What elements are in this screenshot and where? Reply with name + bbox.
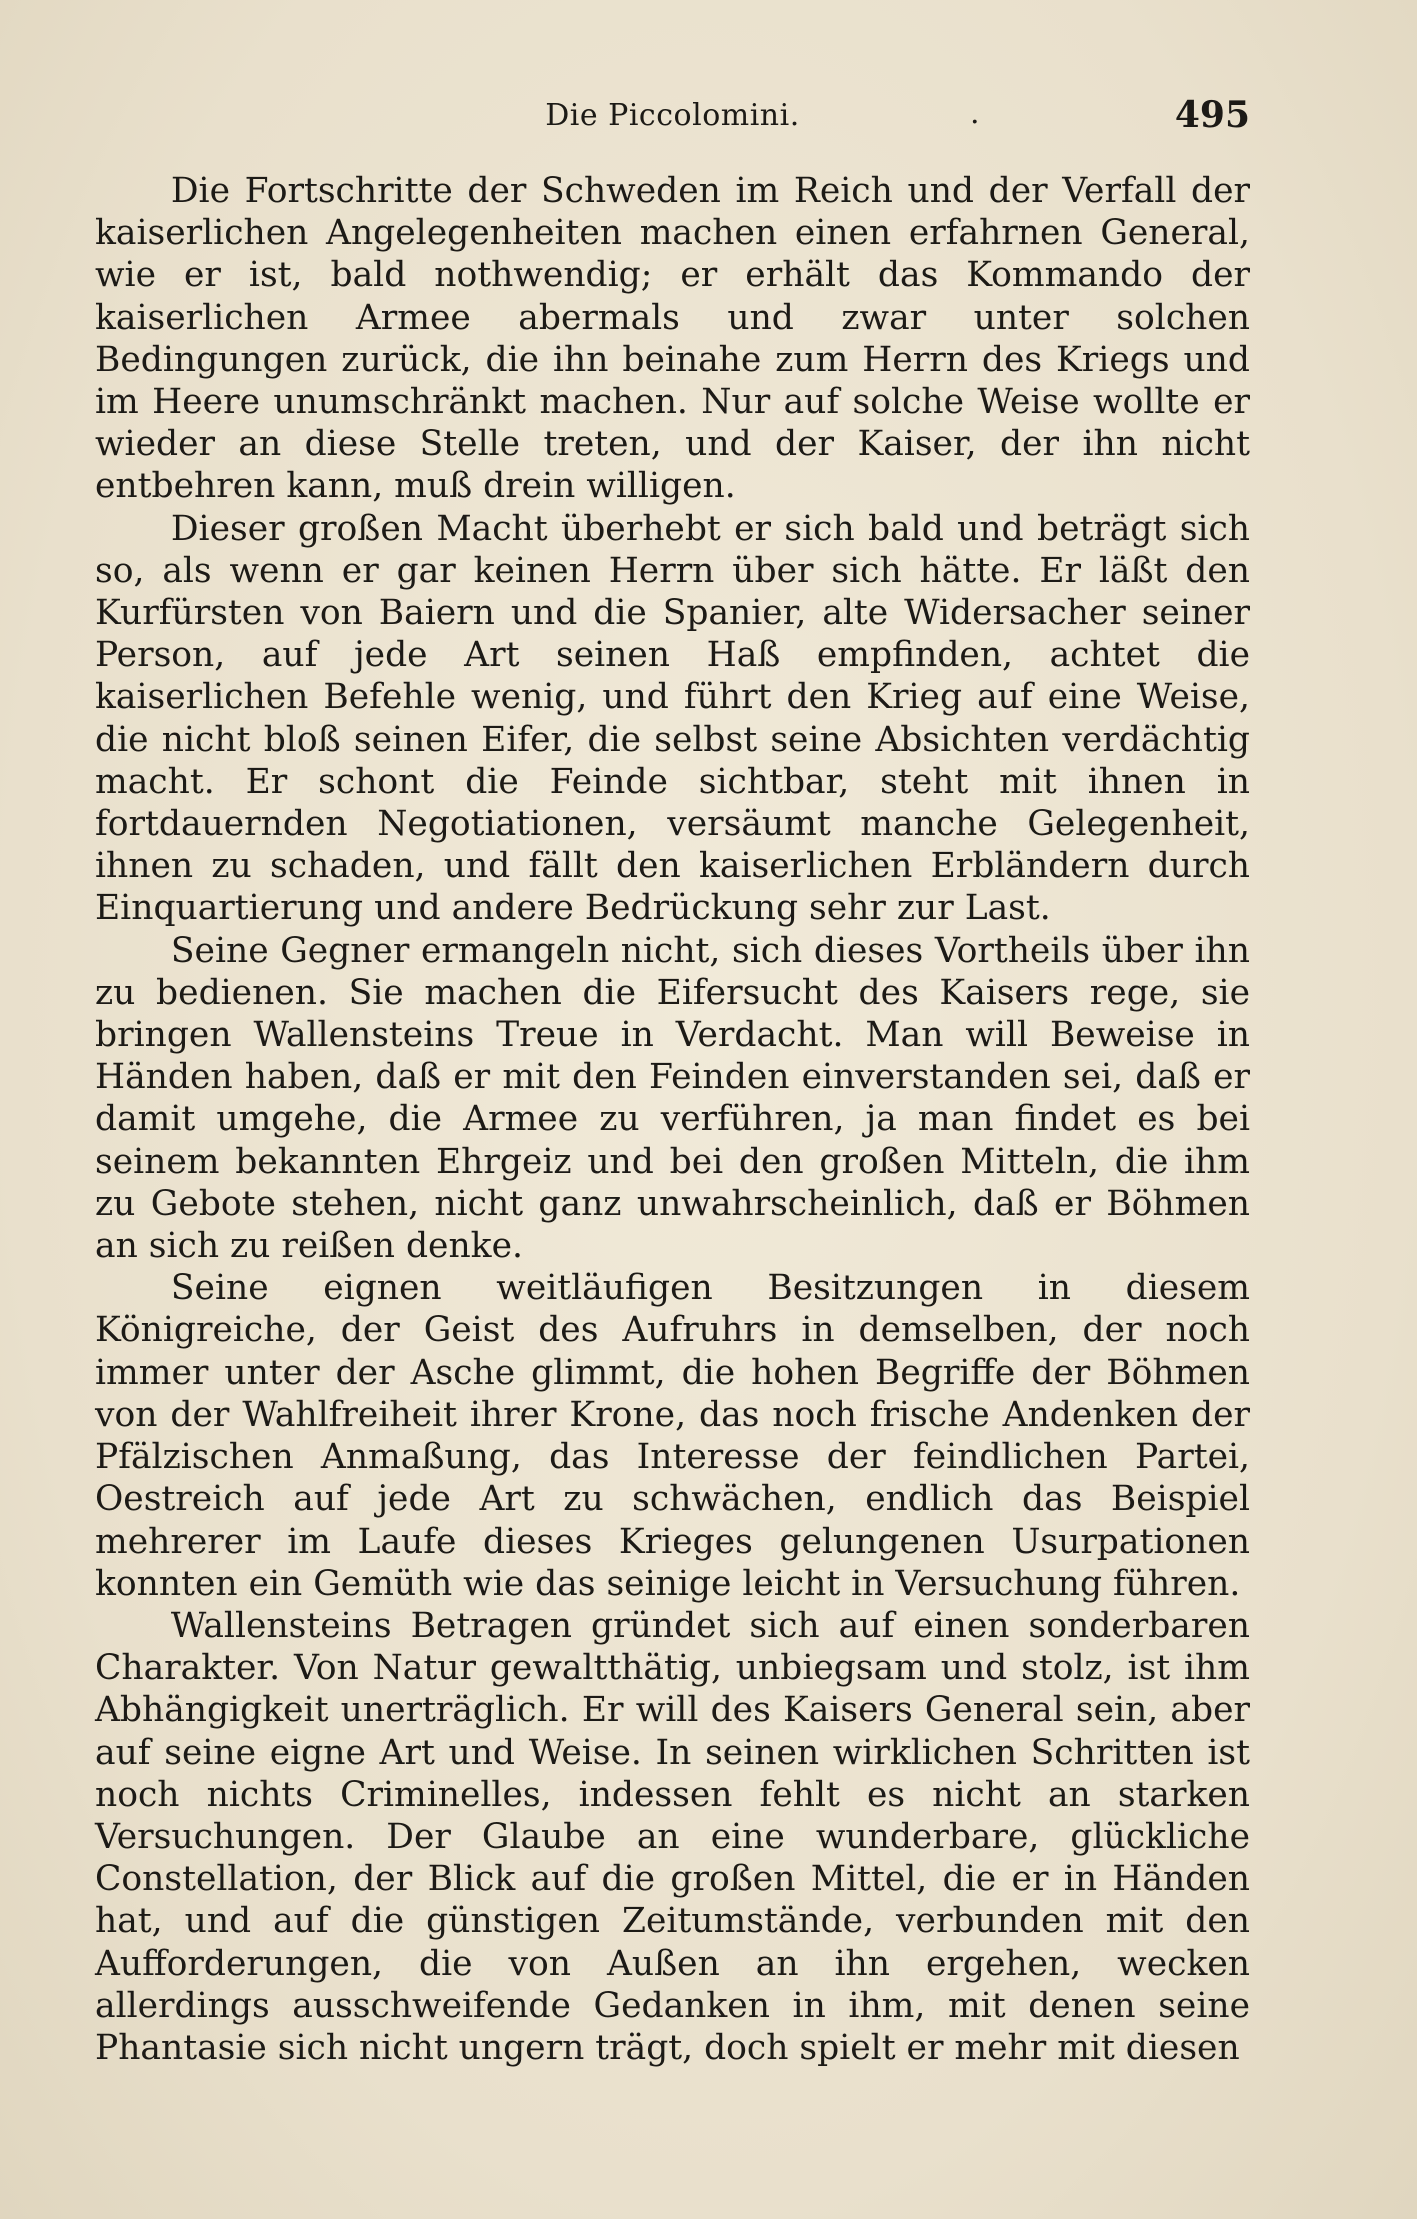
paragraph: Dieser großen Macht überhebt er sich bald und beträgt sich so, als wenn er gar keinen Herrn über sich hätte. Er läßt den Kurfürsten von Baiern und die Spanier, alte Widersacher seiner Person, auf jede Art seinen Haß empfinden, achtet die kaiserlichen Befehle wenig, und führt den Krieg auf eine Weise, die nicht bloß seinen Eifer, die selbst seine Absichten verdächtig macht. Er schont die Feinde sichtbar, steht mit ihnen in fortdauernden Negotiationen, versäumt manche Gelegenheit, ihnen zu schaden, und fällt den kaiserlichen Erbländern durch Einquartierung und andere Bedrückung sehr zur Last. [95,508,1250,929]
paragraph: Wallensteins Betragen gründet sich auf einen sonderbaren Charakter. Von Natur gewaltthätig, unbiegsam und stolz, ist ihm Abhängigkeit unerträglich. Er will des Kaisers General sein, aber auf seine eigne Art und Weise. In seinen wirklichen Schritten ist noch nichts Criminelles, indessen fehlt es nicht an starken Versuchungen. Der Glaube an eine wunderbare, glückliche Constellation, der Blick auf die großen Mittel, die er in Händen hat, und auf die günstigen Zeitumstände, verbunden mit den Aufforderungen, die von Außen an ihn ergehen, wecken allerdings ausschweifende Gedanken in ihm, mit denen seine Phantasie sich nicht ungern trägt, doch spielt er mehr mit diesen [95,1605,1250,2068]
page-number: 495 [1174,94,1250,136]
paragraph: Seine eignen weitläufigen Besitzungen in diesem Königreiche, der Geist des Aufruhrs in demselben, der noch immer unter der Asche glimmt, die hohen Begriffe der Böhmen von der Wahlfreiheit ihrer Krone, das noch frische Andenken der Pfälzischen Anmaßung, das Interesse der feindlichen Partei, Oestreich auf jede Art zu schwächen, endlich das Beispiel mehrerer im Laufe dieses Krieges gelungenen Usurpationen konnten ein Gemüth wie das seinige leicht in Versuchung führen. [95,1268,1250,1604]
paragraph: Seine Gegner ermangeln nicht, sich dieses Vortheils über ihn zu bedienen. Sie machen die Eifersucht des Kaisers rege, sie bringen Wallensteins Treue in Verdacht. Man will Beweise in Händen haben, daß er mit den Feinden einverstanden sei, daß er damit umgehe, die Armee zu verführen, ja man findet es bei seinem bekannten Ehrgeiz und bei den großen Mitteln, die ihm zu Gebote stehen, nicht ganz unwahrscheinlich, daß er Böhmen an sich zu reißen denke. [95,930,1250,1267]
paragraph: Die Fortschritte der Schweden im Reich und der Verfall der kaiserlichen Angelegenheiten machen einen erfahrnen General, wie er ist, bald nothwendig; er erhält das Kommando der kaiserlichen Armee abermals und zwar unter solchen Bedingungen zurück, die ihn beinahe zum Herrn des Kriegs und im Heere unumschränkt machen. Nur auf solche Weise wollte er wieder an diese Stelle treten, und der Kaiser, der ihn nicht entbehren kann, muß drein willigen. [95,171,1250,507]
header-separator: . [970,96,980,131]
body-text [95,170,1250,2069]
running-title: Die Piccolomini. [545,98,800,133]
page-header [95,92,1250,142]
